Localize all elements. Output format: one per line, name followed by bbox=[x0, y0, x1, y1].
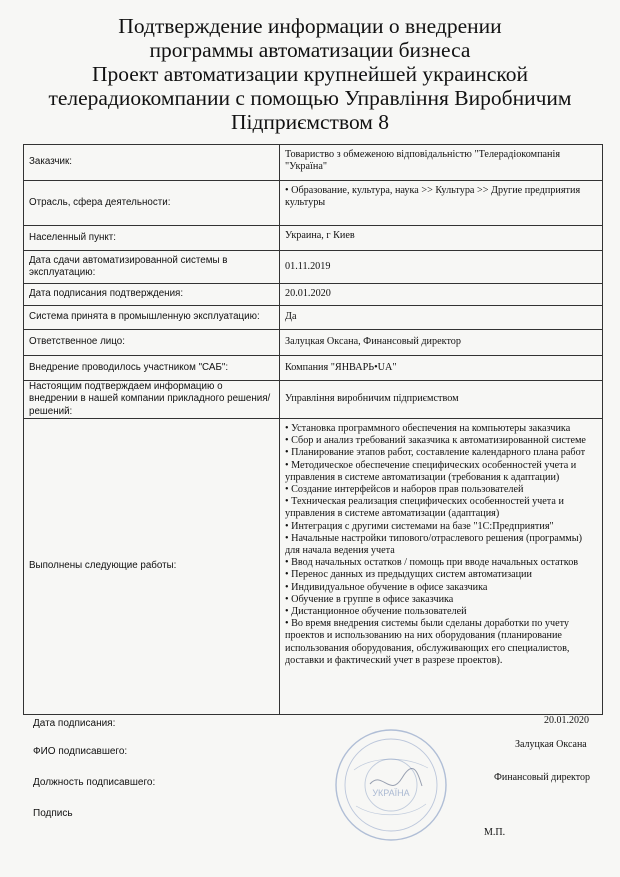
seal-label: М.П. bbox=[484, 827, 506, 838]
table-row bbox=[24, 226, 603, 251]
works-label: Выполнены следующие работы: bbox=[24, 418, 280, 714]
list-item: • Во время внедрения системы были сделаны доработки по учету проектов и использованию на них оборудования (планирование использования оборудования, обслуживающих его специалистов, доставки и фактический учет в разрезе проектов). bbox=[285, 618, 570, 666]
table-row bbox=[24, 251, 603, 284]
title-line: Подтверждение информации о внедрении bbox=[118, 14, 502, 38]
customer-label: Заказчик: bbox=[24, 145, 280, 181]
solution-value: Управління виробничим підприємством bbox=[280, 381, 603, 419]
list-item: • Обучение в группе в офисе заказчика bbox=[285, 593, 454, 605]
city-value: Украина, г Киев bbox=[280, 226, 603, 251]
signer-name-label: ФИО подписавшего: bbox=[33, 746, 128, 757]
list-item: • Создание интерфейсов и наборов прав пользователей bbox=[285, 483, 524, 495]
works-list bbox=[280, 418, 603, 714]
document-title bbox=[0, 14, 620, 134]
list-item: • Установка программного обеспечения на компьютеры заказчика bbox=[285, 422, 571, 434]
industry-label: Отрасль, сфера деятельности: bbox=[24, 181, 280, 226]
stamp-text: УКРАЇНА bbox=[372, 788, 410, 798]
signature-date-label: Дата подписания: bbox=[33, 718, 116, 729]
signdate-label: Дата подписания подтверждения: bbox=[24, 284, 280, 306]
city-label: Населенный пункт: bbox=[24, 226, 280, 251]
handover-label: Дата сдачи автоматизированной системы в эксплуатацию: bbox=[24, 251, 280, 284]
responsible-value: Залуцкая Оксана, Финансовый директор bbox=[280, 330, 603, 356]
list-item: • Планирование этапов работ, составление календарного плана работ bbox=[285, 447, 586, 459]
table-row bbox=[24, 181, 603, 226]
partner-label: Внедрение проводилось участником "САБ": bbox=[24, 356, 280, 381]
list-item: • Интеграция с другими системами на базе "1С:Предприятия" bbox=[285, 520, 554, 532]
table-row bbox=[24, 330, 603, 356]
signer-position-label: Должность подписавшего: bbox=[33, 777, 156, 788]
list-item: • Методическое обеспечение специфических особенностей учета и управления в системе автоматизации (требования к адаптации) bbox=[285, 459, 577, 483]
partner-value: Компания "ЯНВАРЬ•UA" bbox=[280, 356, 603, 381]
list-item: • Дистанционное обучение пользователей bbox=[285, 605, 467, 617]
signdate-value: 20.01.2020 bbox=[280, 284, 603, 306]
table-row bbox=[24, 418, 603, 714]
handover-value: 01.11.2019 bbox=[280, 251, 603, 284]
table-row bbox=[24, 145, 603, 181]
title-line: Підприємством 8 bbox=[230, 110, 390, 134]
accepted-value: Да bbox=[280, 306, 603, 330]
signer-name-value: Залуцкая Оксана bbox=[515, 739, 587, 750]
customer-value: Товариство з обмеженою відповідальністю "Телерадіокомпанія "Україна" bbox=[280, 145, 603, 181]
industry-value: • Образование, культура, наука >> Культура >> Другие предприятия культуры bbox=[280, 181, 603, 226]
table-row bbox=[24, 381, 603, 419]
signature-date-value: 20.01.2020 bbox=[544, 715, 589, 726]
table-row bbox=[24, 284, 603, 306]
table-row bbox=[24, 306, 603, 330]
title-line: программы автоматизации бизнеса bbox=[149, 38, 471, 62]
company-stamp bbox=[332, 726, 450, 844]
table-row bbox=[24, 356, 603, 381]
accepted-label: Система принята в промышленную эксплуатацию: bbox=[24, 306, 280, 330]
title-line: телерадиокомпании с помощью Управління Виробничим bbox=[48, 86, 572, 110]
confirmation-table bbox=[23, 144, 603, 715]
signer-position-value: Финансовый директор bbox=[494, 772, 590, 783]
solution-label: Настоящим подтверждаем информацию о внедрении в нашей компании прикладного решения/решений: bbox=[24, 381, 280, 419]
responsible-label: Ответственное лицо: bbox=[24, 330, 280, 356]
list-item: • Техническая реализация специфических особенностей учета и управления в системе автоматизации (адаптация) bbox=[285, 496, 564, 520]
list-item: • Сбор и анализ требований заказчика к автоматизированной системе bbox=[285, 435, 586, 447]
title-line: Проект автоматизации крупнейшей украинской bbox=[91, 62, 528, 86]
list-item: • Перенос данных из предыдущих систем автоматизации bbox=[285, 569, 532, 581]
signature-label: Подпись bbox=[33, 808, 73, 819]
list-item: • Индивидуальное обучение в офисе заказчика bbox=[285, 581, 488, 593]
list-item: • Начальные настройки типового/отраслевого решения (программы) для начала ведения учета bbox=[285, 532, 582, 556]
list-item: • Ввод начальных остатков / помощь при вводе начальных остатков bbox=[285, 557, 579, 569]
